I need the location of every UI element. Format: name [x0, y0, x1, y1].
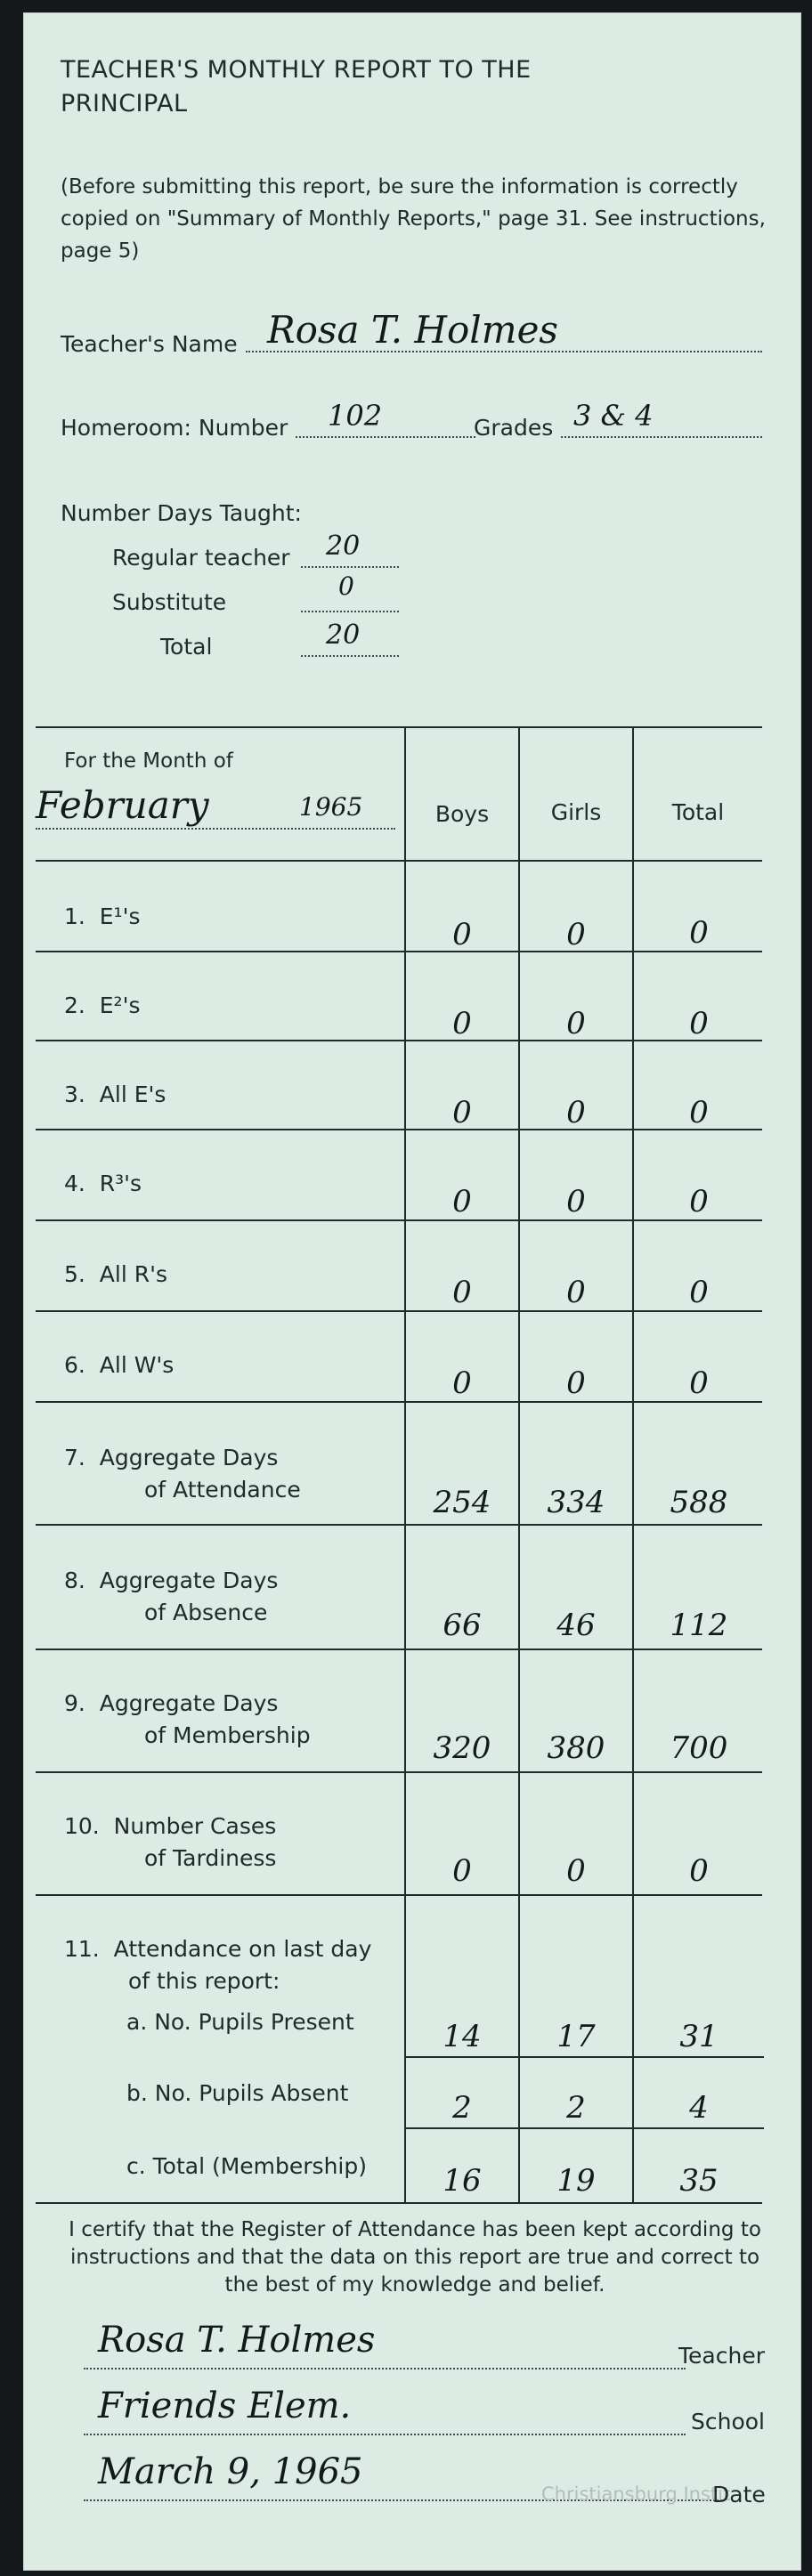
row7-girls: 334	[547, 1485, 605, 1520]
row5-girls: 0	[566, 1275, 586, 1310]
row8-boys: 66	[443, 1608, 482, 1643]
row11a-boys: 14	[443, 2019, 482, 2054]
school-field	[84, 2386, 686, 2435]
row-label-attendance: 7. Aggregate Days of Attendance	[64, 1445, 301, 1503]
grades-field	[561, 399, 762, 438]
instructions-text: (Before submitting this report, be sure the information is correctly copied on "Summary of Monthly Reports," page 31. See instructions, page 5)	[61, 175, 766, 263]
row-label-r3: 4. R³'s	[64, 1171, 142, 1196]
table-bottom-rule	[36, 2202, 762, 2204]
row11a-total: 31	[679, 2019, 719, 2054]
table-row-rule	[36, 1894, 762, 1896]
teacher-label: Teacher	[678, 2343, 765, 2369]
row11b-girls: 2	[566, 2090, 586, 2126]
substitute-field	[301, 571, 399, 612]
table-row-rule	[36, 860, 762, 862]
row11c-label: c. Total (Membership)	[126, 2153, 367, 2179]
table-row-rule	[36, 951, 762, 952]
month-label: For the Month of	[64, 749, 233, 773]
row2-boys: 0	[452, 1006, 472, 1041]
column-rule	[518, 726, 520, 2204]
school-label: School	[691, 2409, 765, 2434]
table-row-rule	[36, 1524, 762, 1526]
row11b-total: 4	[689, 2090, 709, 2126]
days-taught-heading: Number Days Taught:	[61, 500, 302, 526]
month-field	[36, 783, 395, 830]
row7-total: 588	[670, 1485, 728, 1520]
row-label-all-r: 5. All R's	[64, 1261, 167, 1287]
row11c-girls: 19	[556, 2163, 596, 2199]
row4-total: 0	[689, 1184, 709, 1219]
column-rule	[404, 726, 406, 2204]
row9-boys: 320	[433, 1730, 491, 1766]
row-label-last-day: 11. Attendance on last day of this report:	[64, 1936, 372, 1994]
row11b-boys: 2	[452, 2090, 472, 2126]
row6-boys: 0	[452, 1365, 472, 1401]
row4-boys: 0	[452, 1184, 472, 1219]
watermark: Christiansburg Instit	[541, 2483, 731, 2505]
row9-girls: 380	[547, 1730, 605, 1766]
row1-total: 0	[689, 915, 709, 951]
subtotal-rule	[406, 2127, 764, 2129]
row1-girls: 0	[566, 917, 586, 952]
homeroom-number-field	[296, 399, 475, 438]
regular-teacher-label: Regular teacher	[112, 545, 290, 571]
row3-girls: 0	[566, 1095, 586, 1130]
row-label-e1: 1. E¹'s	[64, 903, 141, 929]
row8-girls: 46	[556, 1608, 596, 1643]
row8-total: 112	[670, 1608, 728, 1643]
certification-text: I certify that the Register of Attendance has been kept according to instructions and that the data on this report are true and correct to the best of my knowledge and belief.	[69, 2218, 761, 2297]
table-top-rule	[36, 726, 762, 728]
school-value: Friends Elem.	[98, 2386, 352, 2426]
teacher-signature: Rosa T. Holmes	[98, 2320, 376, 2361]
teacher-name-label: Teacher's Name	[61, 331, 238, 357]
row7-boys: 254	[433, 1485, 491, 1520]
row5-boys: 0	[452, 1275, 472, 1310]
row-label-tardiness: 10. Number Cases of Tardiness	[64, 1813, 277, 1871]
year-value: 1965	[299, 792, 363, 822]
total-days-value: 20	[326, 620, 361, 651]
substitute-value: 0	[338, 571, 354, 601]
row-label-all-w: 6. All W's	[64, 1352, 175, 1378]
row11a-girls: 17	[556, 2019, 596, 2054]
date-value: March 9, 1965	[98, 2451, 363, 2492]
total-days-field	[301, 620, 399, 657]
row5-total: 0	[689, 1275, 709, 1310]
row1-boys: 0	[452, 917, 472, 952]
report-card	[23, 12, 801, 2571]
grades-value: 3 & 4	[573, 399, 654, 433]
col-boys-header: Boys	[434, 801, 490, 827]
row-label-absence: 8. Aggregate Days of Absence	[64, 1567, 279, 1625]
teacher-name-field	[246, 308, 762, 352]
signature-field	[84, 2320, 686, 2369]
row11c-total: 35	[679, 2163, 719, 2199]
row10-girls: 0	[566, 1853, 586, 1889]
regular-teacher-field	[301, 531, 399, 568]
col-total-header: Total	[671, 799, 725, 825]
teacher-name-value: Rosa T. Holmes	[267, 308, 558, 352]
table-row-rule	[36, 1401, 762, 1403]
month-value: February	[36, 783, 209, 827]
grades-label: Grades	[474, 415, 554, 441]
row-label-all-e: 3. All E's	[64, 1081, 166, 1107]
subtotal-rule	[406, 2056, 764, 2058]
row11c-boys: 16	[443, 2163, 482, 2199]
table-row-rule	[36, 1771, 762, 1773]
row6-girls: 0	[566, 1365, 586, 1401]
regular-teacher-value: 20	[326, 531, 361, 562]
row6-total: 0	[689, 1365, 709, 1401]
row10-boys: 0	[452, 1853, 472, 1889]
row-label-membership: 9. Aggregate Days of Membership	[64, 1690, 311, 1748]
row9-total: 700	[670, 1730, 728, 1766]
row11a-label: a. No. Pupils Present	[126, 2009, 354, 2035]
homeroom-number-value: 102	[328, 399, 383, 433]
column-rule	[632, 726, 634, 2204]
substitute-label: Substitute	[112, 589, 227, 615]
row2-girls: 0	[566, 1006, 586, 1041]
row2-total: 0	[689, 1006, 709, 1041]
table-row-rule	[36, 1310, 762, 1312]
row3-total: 0	[689, 1095, 709, 1130]
homeroom-number-label: Homeroom: Number	[61, 415, 288, 441]
row4-girls: 0	[566, 1184, 586, 1219]
total-days-label: Total	[160, 634, 213, 660]
row3-boys: 0	[452, 1095, 472, 1130]
table-row-rule	[36, 1219, 762, 1221]
date-label: Date	[712, 2482, 766, 2507]
row10-total: 0	[689, 1853, 709, 1889]
col-girls-header: Girls	[550, 799, 602, 825]
row11b-label: b. No. Pupils Absent	[126, 2080, 349, 2106]
table-row-rule	[36, 1648, 762, 1650]
report-title: TEACHER'S MONTHLY REPORT TO THE PRINCIPAL	[61, 56, 532, 117]
row-label-e2: 2. E²'s	[64, 992, 141, 1018]
